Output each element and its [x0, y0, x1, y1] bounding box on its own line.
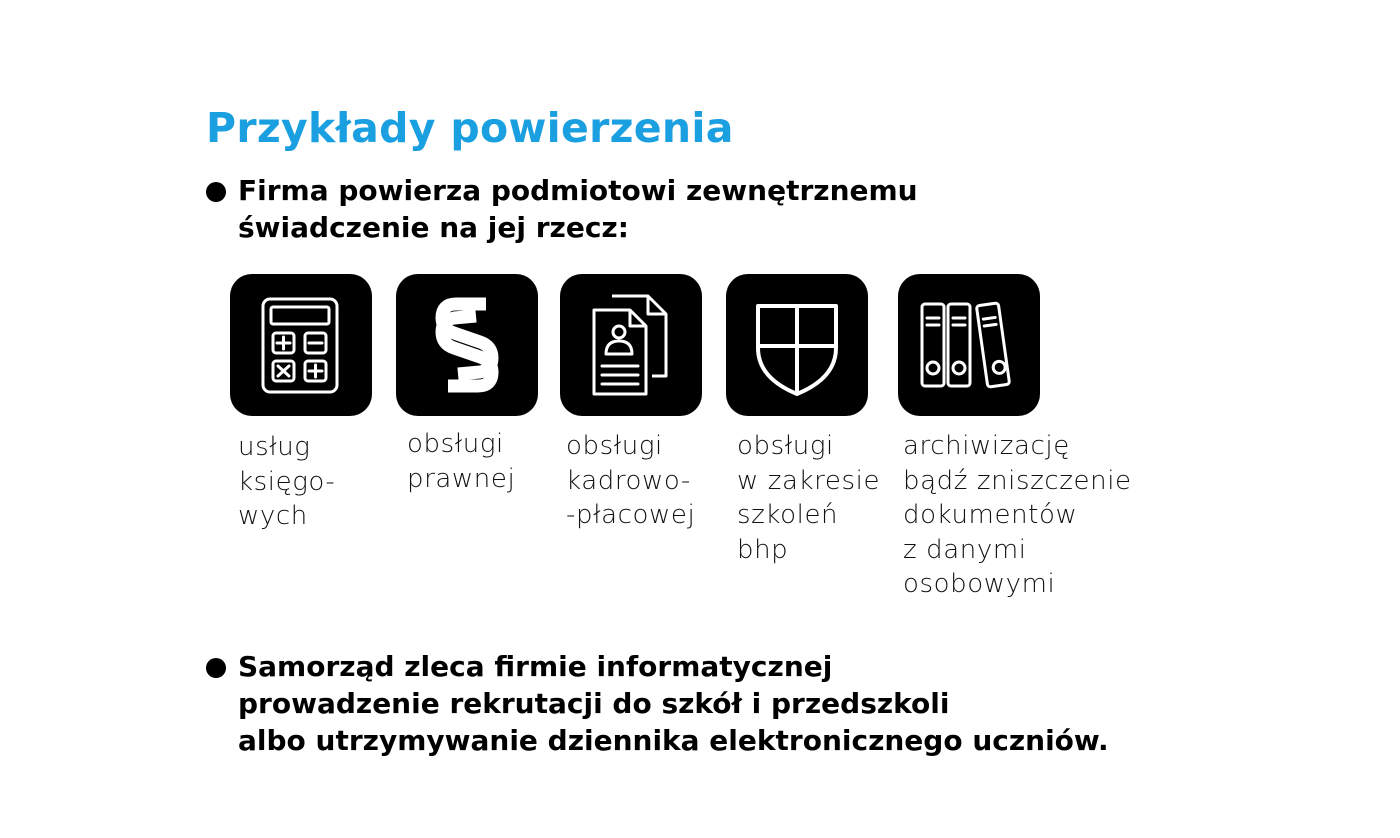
- caption-line: archiwizację: [903, 431, 1070, 461]
- bullet-line: świadczenie na jej rzecz:: [238, 211, 629, 244]
- caption-line: wych: [238, 501, 308, 531]
- caption-line: osobowymi: [903, 569, 1056, 599]
- binders-icon: [898, 274, 1040, 416]
- bullet-text: [238, 648, 1109, 759]
- calculator-icon: [230, 274, 372, 416]
- caption-line: szkoleń: [737, 500, 839, 530]
- bullet-line: albo utrzymywanie dziennika elektronicznego uczniów.: [238, 724, 1109, 757]
- bullet-line: Firma powierza podmiotowi zewnętrznemu: [238, 174, 918, 207]
- caption-archiving: [903, 429, 1132, 602]
- shield-icon: [726, 274, 868, 416]
- caption-safety-training: [737, 429, 880, 567]
- bullet-dot: [206, 658, 226, 678]
- caption-line: obsługi: [566, 431, 663, 461]
- personnel-file-icon: [560, 274, 702, 416]
- caption-line: dokumentów: [903, 500, 1078, 530]
- caption-hr-payroll: [566, 429, 695, 533]
- caption-line: -płacowej: [566, 500, 696, 530]
- bullet-line: prowadzenie rekrutacji do szkół i przedszkoli: [238, 687, 950, 720]
- caption-line: kadrowo-: [566, 465, 691, 496]
- service-tile-legal: [396, 274, 538, 416]
- page-title: Przykłady powierzenia: [206, 104, 734, 152]
- bullet-line: Samorząd zleca firmie informatycznej: [238, 650, 833, 683]
- caption-line: księgo-: [238, 466, 336, 497]
- service-tile-hr-payroll: [560, 274, 702, 416]
- bullet-text: [238, 172, 918, 246]
- caption-line: obsługi: [407, 429, 504, 459]
- caption-line: bądź zniszczenie: [903, 465, 1132, 496]
- caption-line: obsługi: [737, 431, 834, 461]
- paragraph-section-icon: [396, 274, 538, 416]
- service-tile-safety-training: [726, 274, 868, 416]
- caption-line: z danymi: [903, 534, 1027, 565]
- caption-line: prawnej: [407, 463, 516, 494]
- service-tile-accounting: [230, 274, 372, 416]
- bullet-dot: [206, 182, 226, 202]
- caption-line: bhp: [737, 534, 789, 565]
- caption-accounting: [238, 430, 335, 534]
- caption-line: usług: [238, 432, 311, 462]
- caption-legal: [407, 427, 515, 496]
- caption-line: w zakresie: [737, 465, 881, 496]
- service-tile-archiving: [898, 274, 1040, 416]
